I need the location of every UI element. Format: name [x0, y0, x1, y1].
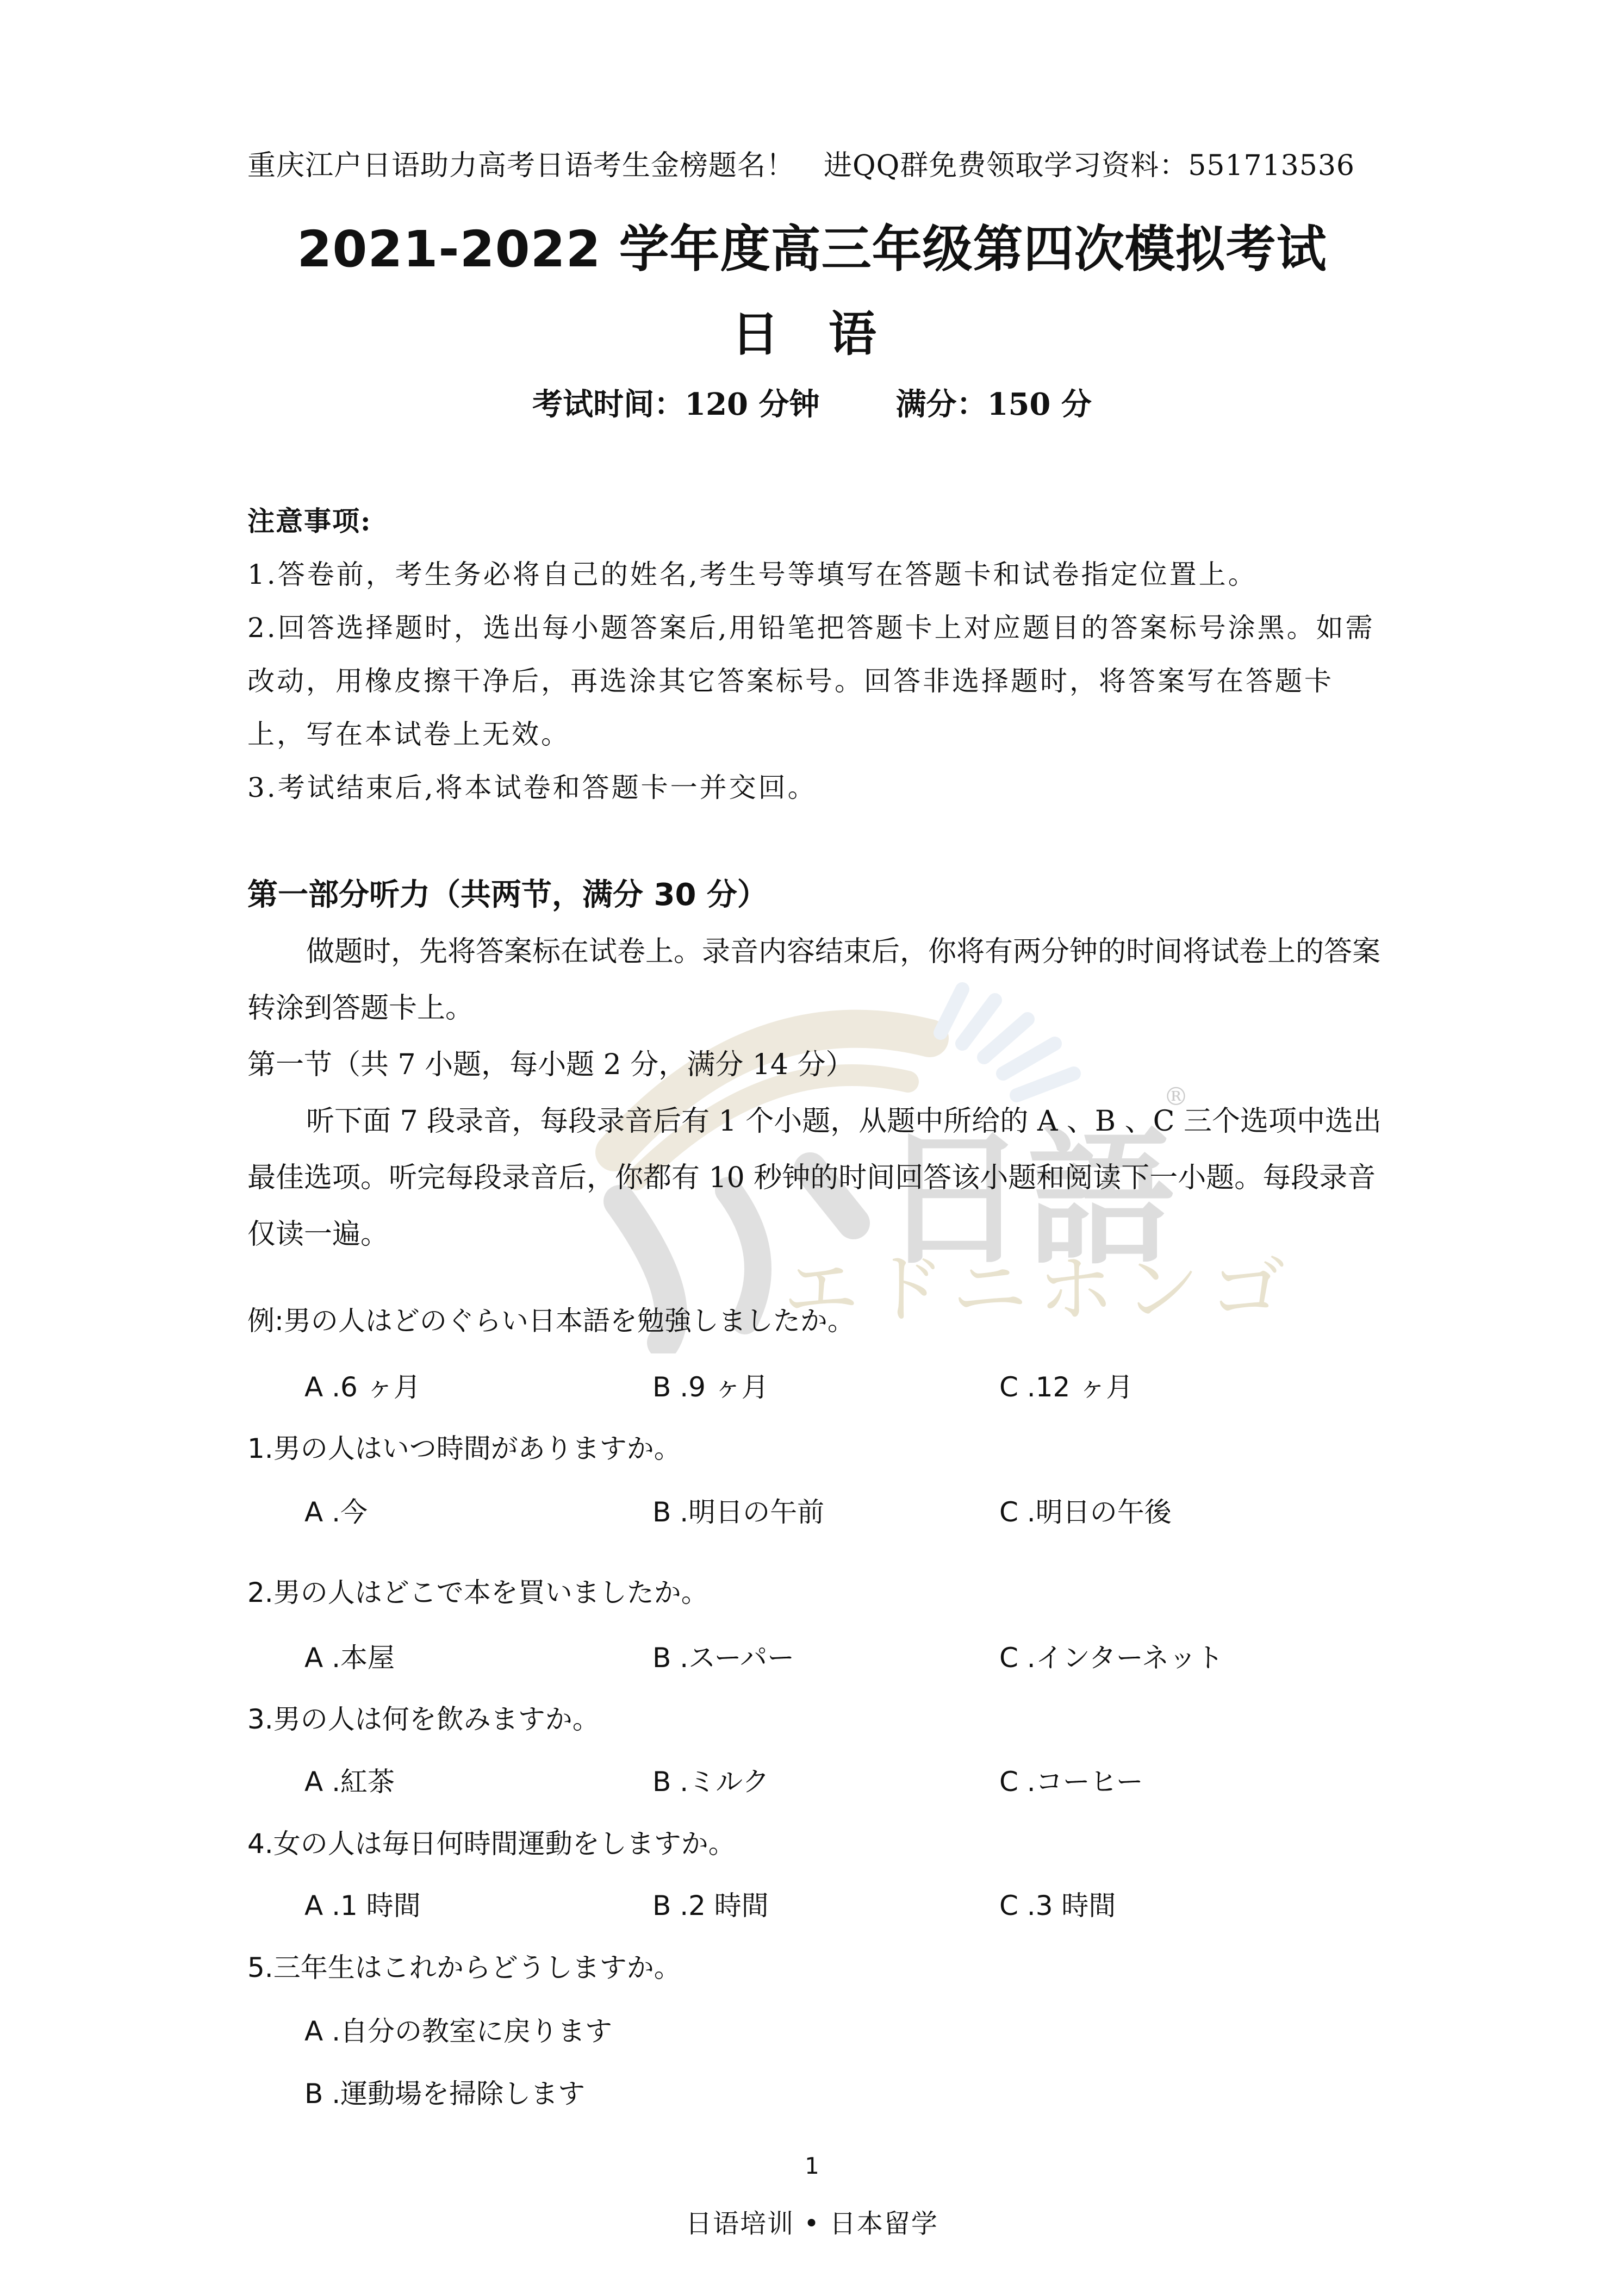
option-b: B .スーパー	[652, 1642, 795, 1674]
section-title: 第一节（共 7 小题，每小题 2 分，满分 14 分）	[247, 1049, 854, 1081]
exam-info	[0, 380, 1624, 424]
option-a: A .自分の教室に戻ります	[304, 2016, 612, 2047]
option-a: A .6 ヶ月	[304, 1371, 421, 1403]
note-item: 3.考试结束后,将本试卷和答题卡一并交回。	[247, 772, 817, 803]
notes-section	[247, 495, 1389, 814]
question-5: 5.三年生はこれからどうしますか。	[247, 1952, 681, 1983]
option-c: C .3 時間	[999, 1890, 1116, 1921]
option-a: A .今	[304, 1496, 368, 1528]
option-b: B .9 ヶ月	[652, 1371, 769, 1403]
part-instruction: 做题时，先将答案标在试卷上。录音内容结束后，你将有两分钟的时间将试卷上的答案转涂到答题卡上。	[247, 935, 1381, 1025]
subject-title: 日 语	[731, 306, 893, 362]
promo-header: 重庆江户日语助力高考日语考生金榜题名！ 进QQ群免费领取学习资料：551713536	[247, 149, 1355, 182]
exam-title: 2021-2022 学年度高三年级第四次模拟考试	[297, 220, 1327, 278]
option-c: C .コーヒー	[999, 1766, 1143, 1798]
footer-text: 日语培训 • 日本留学	[686, 2208, 938, 2239]
exam-time: 考试时间：120 分钟	[532, 386, 820, 422]
option-a: A .1 時間	[304, 1890, 421, 1921]
option-b: B .明日の午前	[652, 1496, 825, 1528]
question-4: 4.女の人は毎日何時間運動をしますか。	[247, 1828, 736, 1860]
notes-heading: 注意事项:	[247, 505, 372, 537]
page-number: 1	[805, 2152, 819, 2179]
option-a: A .紅茶	[304, 1766, 395, 1798]
watermark-kana: エドニホンゴ	[783, 1245, 1296, 1334]
option-b: B .ミルク	[652, 1766, 770, 1798]
watermark-registered-mark: ®	[1163, 1082, 1189, 1111]
watermark-kanji: 日語	[881, 1112, 1174, 1285]
option-b: B .運動場を掃除します	[304, 2078, 586, 2110]
question-2: 2.男の人はどこで本を買いましたか。	[247, 1577, 708, 1608]
note-item: 1.答卷前，考生务必将自己的姓名,考生号等填写在答题卡和试卷指定位置上。	[247, 559, 1258, 590]
option-a: A .本屋	[304, 1642, 395, 1674]
question-example: 例:男の人はどのぐらい日本語を勉強しましたか。	[247, 1305, 855, 1337]
option-c: C .インターネット	[999, 1642, 1224, 1674]
option-c: C .12 ヶ月	[999, 1371, 1134, 1403]
option-c: C .明日の午後	[999, 1496, 1172, 1528]
option-b: B .2 時間	[652, 1890, 769, 1921]
exam-score: 满分：150 分	[895, 386, 1092, 422]
question-3: 3.男の人は何を飲みますか。	[247, 1704, 600, 1735]
note-item: 2.回答选择题时，选出每小题答案后,用铅笔把答题卡上对应题目的答案标号涂黑。如需改动，用橡皮擦干净后，再选涂其它答案标号。回答非选择题时，将答案写在答题卡上，写在本试卷上无效。	[247, 612, 1375, 750]
listening-part	[247, 867, 1389, 1263]
question-1: 1.男の人はいつ時間がありますか。	[247, 1433, 681, 1464]
part-title: 第一部分听力（共两节，满分 30 分）	[247, 877, 768, 913]
section-instruction: 听下面 7 段录音，每段录音后有 1 个小题，从题中所给的 A 、B 、C 三个选项中选出最佳选项。听完每段录音后，你都有 10 秒钟的时间回答该小题和阅读下一小题。每段录音仅读一遍。	[247, 1105, 1382, 1251]
